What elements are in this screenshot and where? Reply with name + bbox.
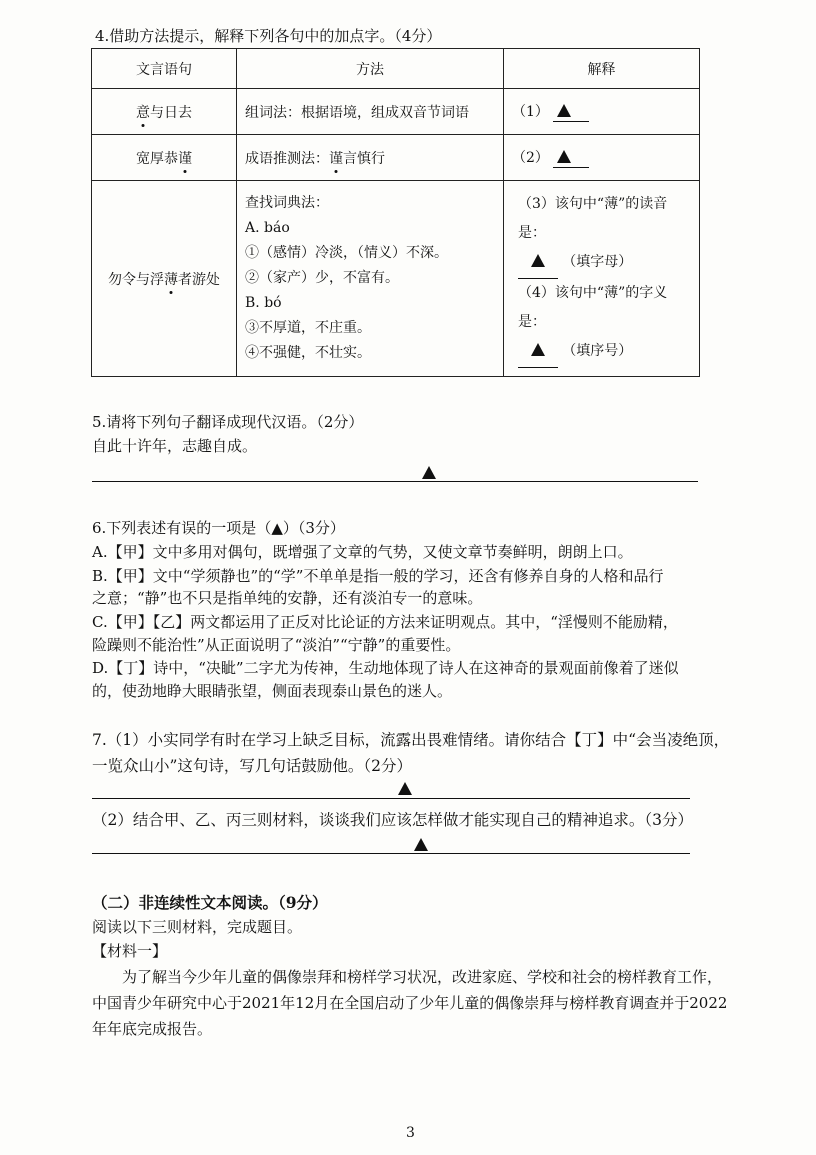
answer-line-q7-2[interactable] <box>92 853 690 854</box>
q4-table <box>91 48 700 377</box>
text: 与日去 <box>150 104 192 121</box>
triangle-icon <box>531 254 545 267</box>
section2-instruction: 阅读以下三则材料，完成题目。 <box>92 918 303 936</box>
q6-option-a: A.【甲】文中多用对偶句，既增强了文章的气势，又使文章节奏鲜明，朗朗上口。 <box>92 543 633 561</box>
triangle-icon <box>414 838 428 851</box>
answer-blank-4[interactable] <box>518 337 558 368</box>
answer-blank-3[interactable] <box>518 248 558 279</box>
method-line: A. báo <box>245 220 290 236</box>
q6-option-c-cont: 险躁则不能治性”从正面说明了“淡泊”“宁静”的重要性。 <box>92 636 461 654</box>
material-paragraph-line: 中国青少年研究中心于2021年12月在全国启动了少年儿童的偶像崇拜与榜样教育调查并于2022 <box>92 994 728 1012</box>
answer-label: （2） <box>512 150 549 166</box>
answer4-prompt: （4）该句中“薄”的字义是： <box>518 284 668 330</box>
text: 勿令与浮 <box>108 271 164 288</box>
row1-method: 组词法：根据语境，组成双音节词语 <box>237 89 504 135</box>
method-line: ③不厚道，不庄重。 <box>245 320 371 336</box>
q6-option-d: D.【丁】诗中，“决眦”二字尤为传神，生动地体现了诗人在这神奇的景观面前像着了迷似 <box>92 659 679 677</box>
row3-sentence <box>92 181 237 377</box>
row1-answer <box>504 89 700 135</box>
q7-part1-cont: 一览众山小”这句诗，写几句话鼓励他。（2分） <box>92 757 413 775</box>
header-explanation: 解释 <box>504 49 700 89</box>
header-method: 方法 <box>237 49 504 89</box>
method-line: ④不强健，不壮实。 <box>245 345 371 361</box>
method-line: ①（感情）冷淡，（情义）不深。 <box>245 245 448 261</box>
q6-option-b-cont: 之意；“静”也不只是指单纯的安静，还有淡泊专一的意味。 <box>92 589 483 607</box>
answer4-hint: （填序号） <box>562 342 633 359</box>
answer-blank-2[interactable] <box>553 150 588 168</box>
method-line: ②（家产）少，不富有。 <box>245 270 399 286</box>
material-paragraph-line: 为了解当今少年儿童的偶像崇拜和榜样学习状况，改进家庭、学校和社会的榜样教育工作， <box>122 968 723 986</box>
text: 者游处 <box>178 271 220 288</box>
page-number: 3 <box>406 1125 415 1141</box>
q6-option-d-cont: 的，使劲地睁大眼睛张望，侧面表现泰山景色的迷人。 <box>92 682 453 700</box>
answer-line-q7-1[interactable] <box>92 798 690 799</box>
q7-part1: 7.（1）小实同学有时在学习上缺乏目标，流露出畏难情绪。请你结合【丁】中“会当凌绝顶， <box>92 731 730 749</box>
row1-sentence <box>92 89 237 135</box>
section2-title: （二）非连续性文本阅读。（9分） <box>92 893 328 912</box>
answer3-prompt: （3）该句中“薄”的读音是： <box>518 195 668 241</box>
triangle-icon <box>422 466 436 479</box>
q6-title: 6.下列表述有误的一项是（▲）（3分） <box>92 519 345 537</box>
q4-title: 4.借助方法提示，解释下列各句中的加点字。（4分） <box>95 27 442 45</box>
triangle-icon <box>398 782 412 795</box>
dotted-char: 意 <box>136 104 150 121</box>
triangle-icon <box>557 104 571 117</box>
material-one-label: 【材料一】 <box>92 942 168 960</box>
row2-sentence <box>92 135 237 181</box>
answer3-hint: （填字母） <box>562 253 633 270</box>
dotted-char: 薄 <box>164 271 178 288</box>
q5-title: 5.请将下列句子翻译成现代汉语。（2分） <box>92 413 364 431</box>
triangle-icon <box>531 343 545 356</box>
material-paragraph-line: 年年底完成报告。 <box>92 1020 213 1038</box>
row3-method <box>237 181 504 377</box>
text: 成语推测法： <box>245 150 329 167</box>
q6-option-c: C.【甲】【乙】两文都运用了正反对比论证的方法来证明观点。其中，“淫慢则不能励精， <box>92 613 678 631</box>
answer-blank-1[interactable] <box>553 104 588 122</box>
q6-option-b: B.【甲】文中“学须静也”的“学”不单单是指一般的学习，还含有修养自身的人格和品行 <box>92 567 664 585</box>
answer-line-q5[interactable] <box>92 481 698 482</box>
dotted-char: 谨 <box>329 150 343 167</box>
dotted-char: 谨 <box>178 150 192 167</box>
triangle-icon <box>557 150 571 163</box>
method-line: 查找词典法： <box>245 195 329 211</box>
answer3-line <box>518 248 691 279</box>
row2-method <box>237 135 504 181</box>
method-line: B. bó <box>245 295 282 311</box>
answer4-line <box>518 337 691 368</box>
text: 言慎行 <box>343 150 385 167</box>
row2-answer <box>504 135 700 181</box>
text: 宽厚恭 <box>136 150 178 167</box>
header-sentence: 文言语句 <box>92 49 237 89</box>
q7-part2: （2）结合甲、乙、丙三则材料，谈谈我们应该怎样做才能实现自己的精神追求。（3分） <box>92 811 693 829</box>
q5-sentence: 自此十许年，志趣自成。 <box>92 437 258 455</box>
row3-answer <box>504 181 700 377</box>
answer-label: （1） <box>512 104 549 120</box>
